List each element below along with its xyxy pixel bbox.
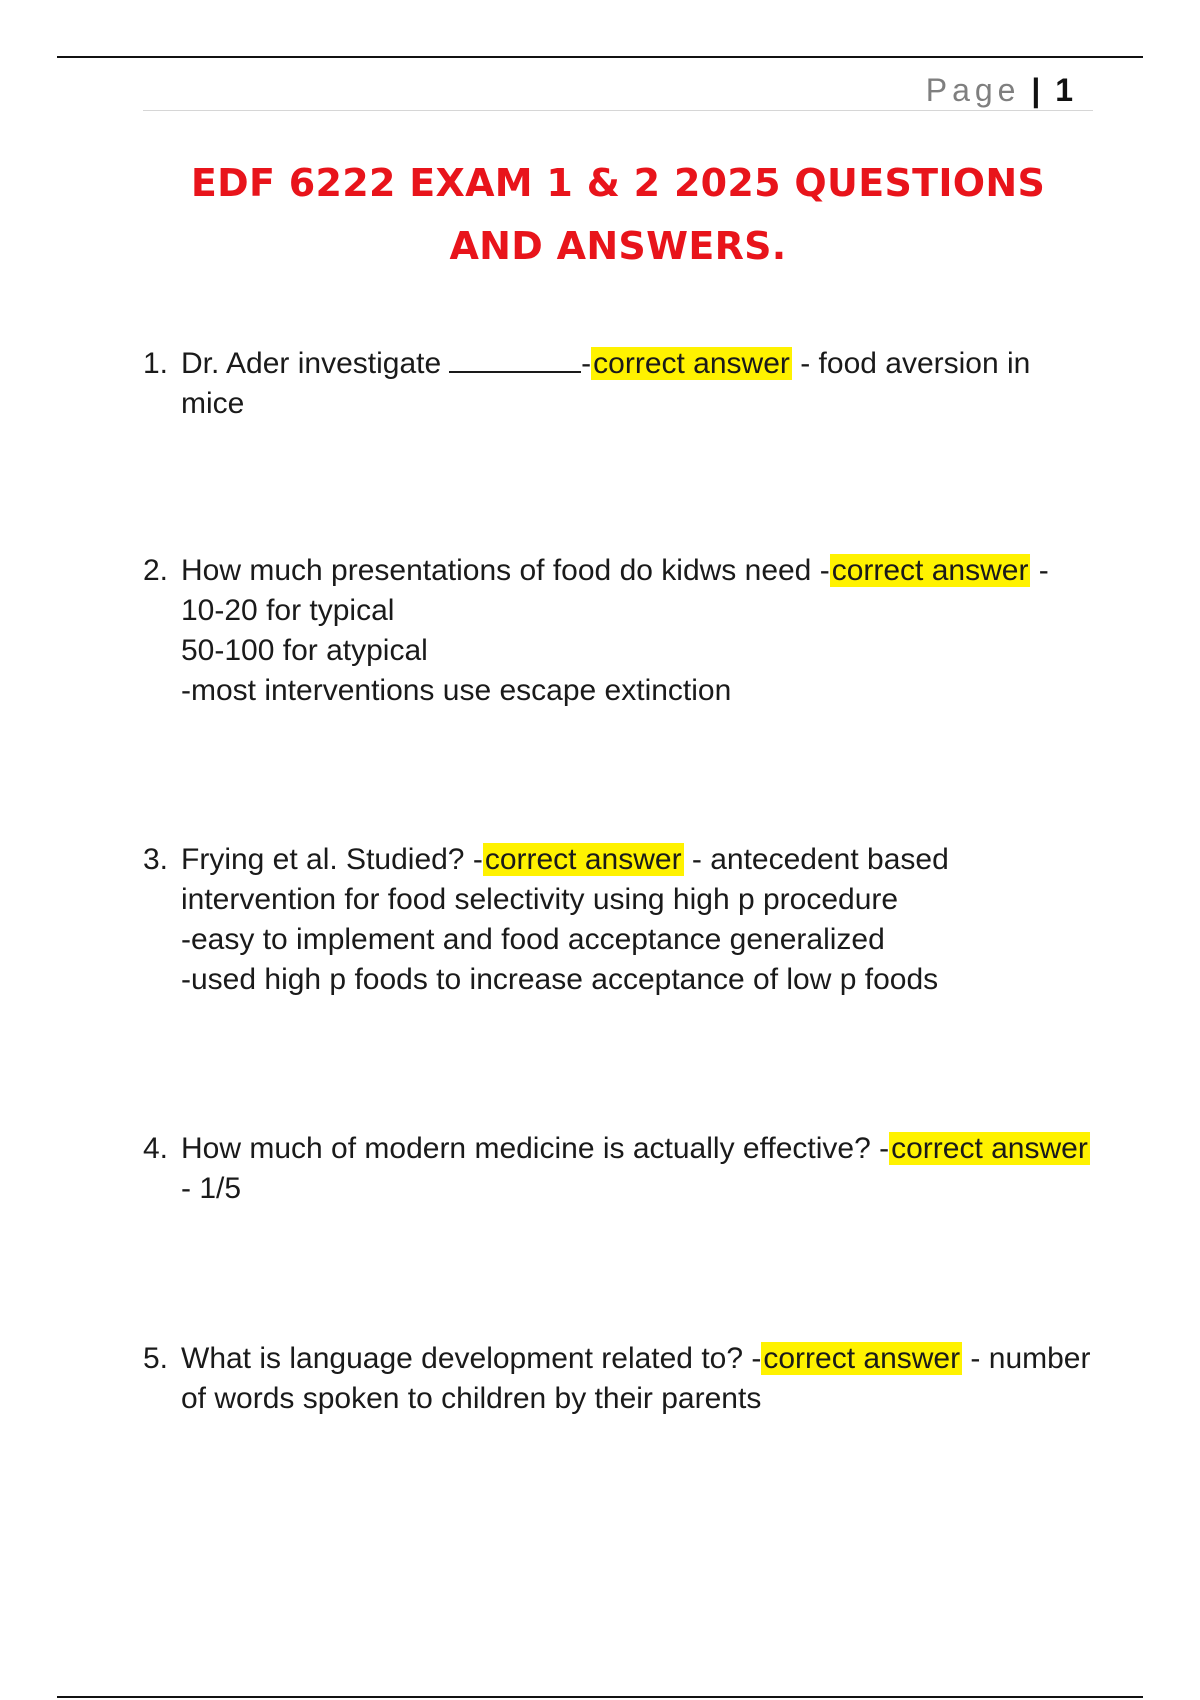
page-separator: | [1031,72,1041,108]
question-number: 4. [143,1132,169,1165]
question-number: 2. [143,554,169,587]
page-header [143,70,1093,111]
question-text: Frying et al. Studied? - [181,843,483,876]
question-number: 3. [143,843,169,876]
correct-answer-marker: correct answer [763,1342,961,1375]
answer-line: -easy to implement and food acceptance generalized [181,923,885,956]
question-body [181,1339,1093,1419]
question-text: What is language development related to? - [181,1342,762,1375]
page-number-label [926,72,1073,108]
question-item-2 [143,551,1093,711]
correct-answer-marker: correct answer [831,554,1029,587]
answer-line: 50-100 for atypical [181,634,428,667]
answer-line: -most interventions use escape extinction [181,674,732,707]
correct-answer-marker: correct answer [484,843,682,876]
document-title-line-1: EDF 6222 EXAM 1 & 2 2025 QUESTIONS [190,161,1046,205]
question-number: 1. [143,347,169,380]
bottom-rule [57,1696,1143,1698]
answer-text: - 10-20 for typical [181,554,1049,627]
question-item-4 [143,1129,1093,1209]
question-body [181,344,1093,424]
question-item-1 [143,344,1093,424]
page-word: Page [925,72,1021,108]
question-number: 5. [143,1342,169,1375]
question-body [181,1129,1093,1209]
question-dash: - [581,347,592,380]
correct-answer-marker: correct answer [891,1132,1088,1165]
answer-text: - food aversion in mice [181,347,1031,420]
answer-line: -used high p foods to increase acceptance of low p foods [181,963,939,996]
document-title [143,152,1093,278]
question-text: Dr. Ader investigate [181,347,442,380]
answer-text: - 1/5 [181,1172,242,1205]
answer-blank [449,345,581,373]
document-title-line-2: AND ANSWERS. [449,224,787,268]
question-body [181,840,1093,1000]
question-text: How much presentations of food do kidws need - [181,554,830,587]
question-body [181,551,1093,711]
question-text: How much of modern medicine is actually effective? - [181,1132,890,1165]
page-number: 1 [1055,72,1073,108]
question-item-5 [143,1339,1093,1419]
top-rule [57,56,1143,58]
answer-text: - number of words spoken to children by their parents [181,1342,1091,1415]
answer-text: - antecedent based intervention for food selectivity using high p procedure [181,843,949,916]
correct-answer-marker: correct answer [593,347,790,380]
question-item-3 [143,840,1093,1000]
